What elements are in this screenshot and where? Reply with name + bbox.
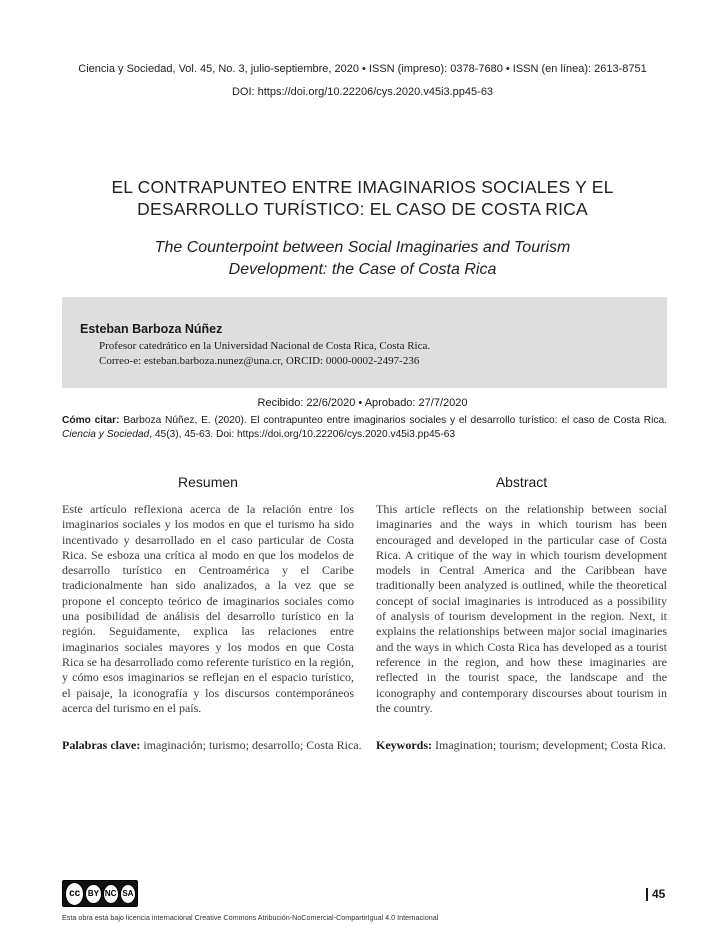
- title-spanish-line1: EL CONTRAPUNTEO ENTRE IMAGINARIOS SOCIALES Y EL: [111, 177, 614, 197]
- citation-text-after: , 45(3), 45-63. Doi: https://doi.org/10.22206/cys.2020.v45i3.pp45-63: [149, 428, 456, 440]
- received-approved-dates: Recibido: 22/6/2020 • Aprobado: 27/7/2020: [257, 397, 468, 409]
- citation-journal: Ciencia y Sociedad: [62, 428, 150, 440]
- license-text: Esta obra está bajo licencia internacional Creative Commons Atribución-NoComercial-CompartirIgual 4.0 Internacional: [62, 913, 439, 922]
- page-number: 45: [646, 888, 665, 901]
- author-affiliation: Profesor catedrático en la Universidad Nacional de Costa Rica, Costa Rica.: [99, 340, 431, 352]
- keywords-text: Imagination; tourism; development; Costa Rica.: [432, 738, 666, 752]
- title-english: [40, 237, 685, 281]
- abstract-body: This article reflects on the relationship between social imaginaries and the ways in which tourism has been encouraged and developed in the particular case of Costa Rica. A critique of the way in which tourism development models in Central America and the Caribbean have traditionally been analyzed is outlined, while the theoretical concept of social imaginaries is introduced as a possibility of analysis of tourism development in the region. Next, it explains the relationships between major social imaginaries and the ways in which Costa Rica has developed as a tourist reference in the region, and how these imaginaries are reflected in the tourist space, the landscape and the iconography and contemporary discourses about tourism in the country.: [376, 502, 667, 715]
- resumen-body: Este artículo reflexiona acerca de la relación entre los imaginarios sociales y los modos en que el turismo ha sido incentivado y desarrollado en el caso particular de Costa Rica. Se esboza una crítica al modo en que los modelos de desarrollo turístico en Centroamérica y el Caribe tradicionalmente han sido analizados, a la vez que se propone el concepto teórico de imaginarios sociales como una posibilidad de análisis del desarrollo turístico en la región. Seguidamente, explica las relaciones entre imaginarios sociales mayores y los modos en que Costa Rica se ha desarrollado como referente turístico en la región, y cómo esos imaginarios se reflejan en el espacio turístico, el paisaje, la iconografía y los discursos contemporáneos acerca del turismo en el país.: [62, 502, 354, 715]
- author-name: Esteban Barboza Núñez: [80, 322, 223, 336]
- author-contact: Correo-e: esteban.barboza.nunez@una.cr, ORCID: 0000-0002-2497-236: [99, 355, 420, 367]
- cc-icon: cc: [65, 882, 84, 906]
- author-affiliation-block: [99, 339, 430, 369]
- doi-header: DOI: https://doi.org/10.22206/cys.2020.v45i3.pp45-63: [231, 86, 494, 98]
- by-icon: BY: [85, 884, 101, 904]
- keywords-label: Keywords:: [376, 738, 432, 752]
- abstract-heading: Abstract: [495, 474, 548, 490]
- title-spanish-line2: DESARROLLO TURÍSTICO: EL CASO DE COSTA RICA: [137, 199, 588, 219]
- palabras-clave-text: imaginación; turismo; desarrollo; Costa Rica.: [140, 738, 362, 752]
- title-english-line1: The Counterpoint between Social Imaginaries and Tourism: [154, 239, 571, 256]
- resumen-heading: Resumen: [178, 474, 238, 490]
- title-spanish: [40, 176, 685, 220]
- nc-icon: NC: [103, 884, 119, 904]
- citation-text-before: Barboza Núñez, E. (2020). El contrapunteo entre imaginarios sociales y el desarrollo turístico: el caso de Costa Rica.: [119, 415, 667, 426]
- palabras-clave: [62, 738, 362, 753]
- author-box: [62, 297, 667, 388]
- title-english-line2: Development: the Case of Costa Rica: [228, 261, 497, 278]
- cc-license-badge[interactable]: [62, 880, 138, 907]
- palabras-clave-label: Palabras clave:: [62, 738, 141, 752]
- sa-icon: SA: [120, 884, 136, 904]
- journal-header: Ciencia y Sociedad, Vol. 45, No. 3, julio-septiembre, 2020 • ISSN (impreso): 0378-7680 • ISSN (en línea): 2613-8751: [78, 63, 647, 75]
- keywords: [376, 738, 666, 753]
- citation: [62, 414, 667, 441]
- citation-label: Cómo citar:: [62, 415, 120, 426]
